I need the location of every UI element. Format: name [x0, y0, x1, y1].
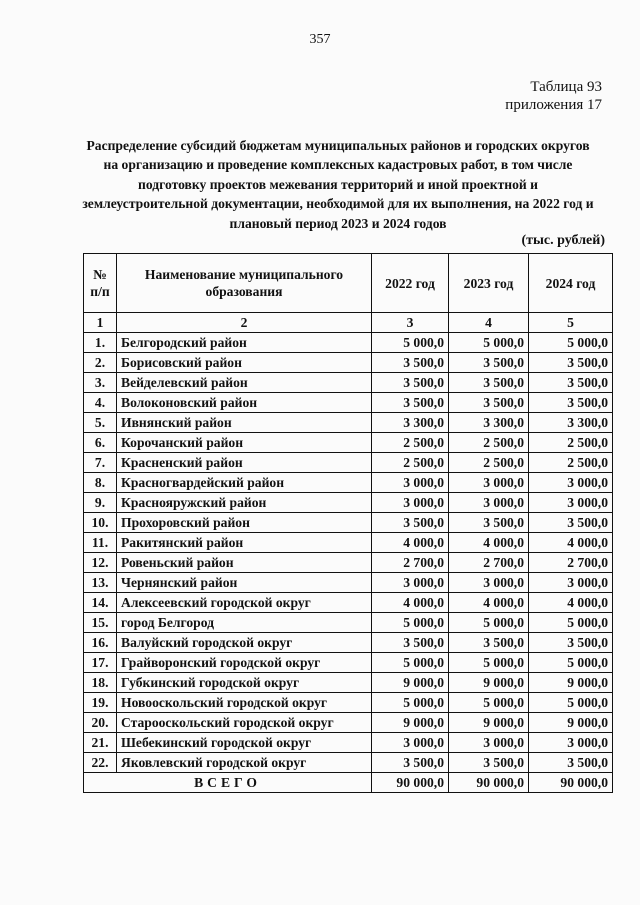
row-number: 3.: [84, 373, 117, 393]
value-2024: 3 500,0: [529, 353, 613, 373]
value-2024: 9 000,0: [529, 713, 613, 733]
value-2023: 3 000,0: [449, 573, 529, 593]
value-2023: 2 500,0: [449, 453, 529, 473]
table-row: [84, 533, 613, 553]
table-row: [84, 493, 613, 513]
value-2022: 3 500,0: [372, 633, 449, 653]
row-number: 15.: [84, 613, 117, 633]
table-row: [84, 333, 613, 353]
total-2022: 90 000,0: [372, 773, 449, 793]
header-2023: 2023 год: [449, 254, 529, 313]
table-row: [84, 673, 613, 693]
municipality-name: Красненский район: [117, 453, 372, 473]
value-2023: 4 000,0: [449, 533, 529, 553]
value-2022: 3 500,0: [372, 353, 449, 373]
value-2022: 3 000,0: [372, 573, 449, 593]
column-index: 4: [449, 313, 529, 333]
page-number: 357: [309, 32, 331, 47]
value-2023: 3 000,0: [449, 733, 529, 753]
value-2024: 2 500,0: [529, 453, 613, 473]
total-2023: 90 000,0: [449, 773, 529, 793]
value-2024: 3 300,0: [529, 413, 613, 433]
table-row: [84, 713, 613, 733]
municipality-name: Яковлевский городской округ: [117, 753, 372, 773]
column-index: 5: [529, 313, 613, 333]
value-2022: 5 000,0: [372, 693, 449, 713]
table-ref-line1: Таблица 93: [530, 79, 602, 95]
value-2024: 3 500,0: [529, 513, 613, 533]
municipality-name: Чернянский район: [117, 573, 372, 593]
value-2022: 5 000,0: [372, 333, 449, 353]
row-number: 18.: [84, 673, 117, 693]
municipality-name: Губкинский городской округ: [117, 673, 372, 693]
header-name: Наименование муниципального образования: [117, 254, 372, 313]
municipality-name: Вейделевский район: [117, 373, 372, 393]
value-2023: 5 000,0: [449, 653, 529, 673]
municipality-name: Старооскольский городской округ: [117, 713, 372, 733]
total-2024: 90 000,0: [529, 773, 613, 793]
value-2022: 9 000,0: [372, 673, 449, 693]
municipality-name: Алексеевский городской округ: [117, 593, 372, 613]
units-label: (тыс. рублей): [521, 233, 605, 248]
table-row: [84, 753, 613, 773]
municipality-name: Грайворонский городской округ: [117, 653, 372, 673]
table-row: [84, 553, 613, 573]
municipality-name: Новооскольский городской округ: [117, 693, 372, 713]
value-2023: 3 000,0: [449, 493, 529, 513]
table-row: [84, 513, 613, 533]
municipality-name: Ровеньский район: [117, 553, 372, 573]
table-row: [84, 373, 613, 393]
value-2023: 9 000,0: [449, 673, 529, 693]
table-row: [84, 613, 613, 633]
value-2022: 3 500,0: [372, 373, 449, 393]
municipality-name: город Белгород: [117, 613, 372, 633]
value-2023: 2 500,0: [449, 433, 529, 453]
value-2023: 3 300,0: [449, 413, 529, 433]
table-ref-line2: приложения 17: [505, 97, 602, 113]
row-number: 11.: [84, 533, 117, 553]
table-row: [84, 593, 613, 613]
value-2022: 3 000,0: [372, 493, 449, 513]
value-2024: 3 500,0: [529, 373, 613, 393]
value-2023: 5 000,0: [449, 693, 529, 713]
table-row: [84, 353, 613, 373]
value-2022: 4 000,0: [372, 533, 449, 553]
value-2022: 3 500,0: [372, 753, 449, 773]
column-index: 2: [117, 313, 372, 333]
value-2024: 3 000,0: [529, 473, 613, 493]
table-row: [84, 453, 613, 473]
municipality-name: Белгородский район: [117, 333, 372, 353]
municipality-name: Прохоровский район: [117, 513, 372, 533]
row-number: 22.: [84, 753, 117, 773]
header-2022: 2022 год: [372, 254, 449, 313]
value-2024: 5 000,0: [529, 333, 613, 353]
value-2022: 9 000,0: [372, 713, 449, 733]
table-reference: [505, 78, 602, 114]
table-row: [84, 653, 613, 673]
value-2024: 9 000,0: [529, 673, 613, 693]
document-title: Распределение субсидий бюджетам муниципальных районов и городских округов на организацию и проведение комплексных кадастровых работ, в том числе подготовку проектов межевания территорий и иной проектной и землеустроительной документации, необходимой для их выполнения, на 2022 год и плановый период 2023 и 2024 годов: [82, 138, 594, 231]
value-2024: 2 500,0: [529, 433, 613, 453]
row-number: 20.: [84, 713, 117, 733]
value-2024: 4 000,0: [529, 533, 613, 553]
value-2022: 3 000,0: [372, 733, 449, 753]
row-number: 4.: [84, 393, 117, 413]
value-2023: 3 500,0: [449, 373, 529, 393]
value-2022: 3 500,0: [372, 513, 449, 533]
value-2024: 3 500,0: [529, 633, 613, 653]
table-row: [84, 393, 613, 413]
value-2022: 3 300,0: [372, 413, 449, 433]
value-2023: 3 500,0: [449, 353, 529, 373]
table-row: [84, 413, 613, 433]
table-row: [84, 693, 613, 713]
municipality-name: Краснояружский район: [117, 493, 372, 513]
value-2023: 5 000,0: [449, 333, 529, 353]
value-2024: 3 500,0: [529, 753, 613, 773]
total-row: [84, 773, 613, 793]
value-2023: 3 000,0: [449, 473, 529, 493]
value-2024: 3 500,0: [529, 393, 613, 413]
column-index: 3: [372, 313, 449, 333]
row-number: 13.: [84, 573, 117, 593]
value-2022: 4 000,0: [372, 593, 449, 613]
municipality-name: Ивнянский район: [117, 413, 372, 433]
row-number: 12.: [84, 553, 117, 573]
value-2024: 4 000,0: [529, 593, 613, 613]
row-number: 6.: [84, 433, 117, 453]
column-index: 1: [84, 313, 117, 333]
value-2023: 3 500,0: [449, 393, 529, 413]
value-2024: 5 000,0: [529, 693, 613, 713]
value-2023: 2 700,0: [449, 553, 529, 573]
municipality-name: Корочанский район: [117, 433, 372, 453]
column-index-row: [84, 313, 613, 333]
value-2023: 3 500,0: [449, 513, 529, 533]
row-number: 1.: [84, 333, 117, 353]
table-row: [84, 733, 613, 753]
value-2024: 5 000,0: [529, 653, 613, 673]
value-2022: 5 000,0: [372, 653, 449, 673]
total-label: ВСЕГО: [84, 773, 372, 793]
value-2022: 2 500,0: [372, 453, 449, 473]
municipality-name: Борисовский район: [117, 353, 372, 373]
value-2024: 5 000,0: [529, 613, 613, 633]
row-number: 5.: [84, 413, 117, 433]
municipality-name: Шебекинский городской округ: [117, 733, 372, 753]
value-2022: 3 500,0: [372, 393, 449, 413]
row-number: 16.: [84, 633, 117, 653]
value-2023: 9 000,0: [449, 713, 529, 733]
row-number: 9.: [84, 493, 117, 513]
municipality-name: Волоконовский район: [117, 393, 372, 413]
value-2022: 2 700,0: [372, 553, 449, 573]
value-2022: 5 000,0: [372, 613, 449, 633]
value-2023: 3 500,0: [449, 753, 529, 773]
header-number: № п/п: [84, 254, 117, 313]
row-number: 2.: [84, 353, 117, 373]
row-number: 7.: [84, 453, 117, 473]
row-number: 17.: [84, 653, 117, 673]
row-number: 19.: [84, 693, 117, 713]
municipality-name: Валуйский городской округ: [117, 633, 372, 653]
header-2024: 2024 год: [529, 254, 613, 313]
subsidy-table: [83, 253, 613, 793]
municipality-name: Ракитянский район: [117, 533, 372, 553]
municipality-name: Красногвардейский район: [117, 473, 372, 493]
value-2024: 3 000,0: [529, 733, 613, 753]
value-2024: 3 000,0: [529, 493, 613, 513]
header-row: [84, 254, 613, 313]
table-row: [84, 473, 613, 493]
row-number: 8.: [84, 473, 117, 493]
row-number: 21.: [84, 733, 117, 753]
value-2022: 3 000,0: [372, 473, 449, 493]
value-2023: 3 500,0: [449, 633, 529, 653]
table-row: [84, 573, 613, 593]
value-2024: 2 700,0: [529, 553, 613, 573]
row-number: 14.: [84, 593, 117, 613]
row-number: 10.: [84, 513, 117, 533]
table-row: [84, 433, 613, 453]
value-2023: 5 000,0: [449, 613, 529, 633]
value-2023: 4 000,0: [449, 593, 529, 613]
table-row: [84, 633, 613, 653]
value-2022: 2 500,0: [372, 433, 449, 453]
value-2024: 3 000,0: [529, 573, 613, 593]
